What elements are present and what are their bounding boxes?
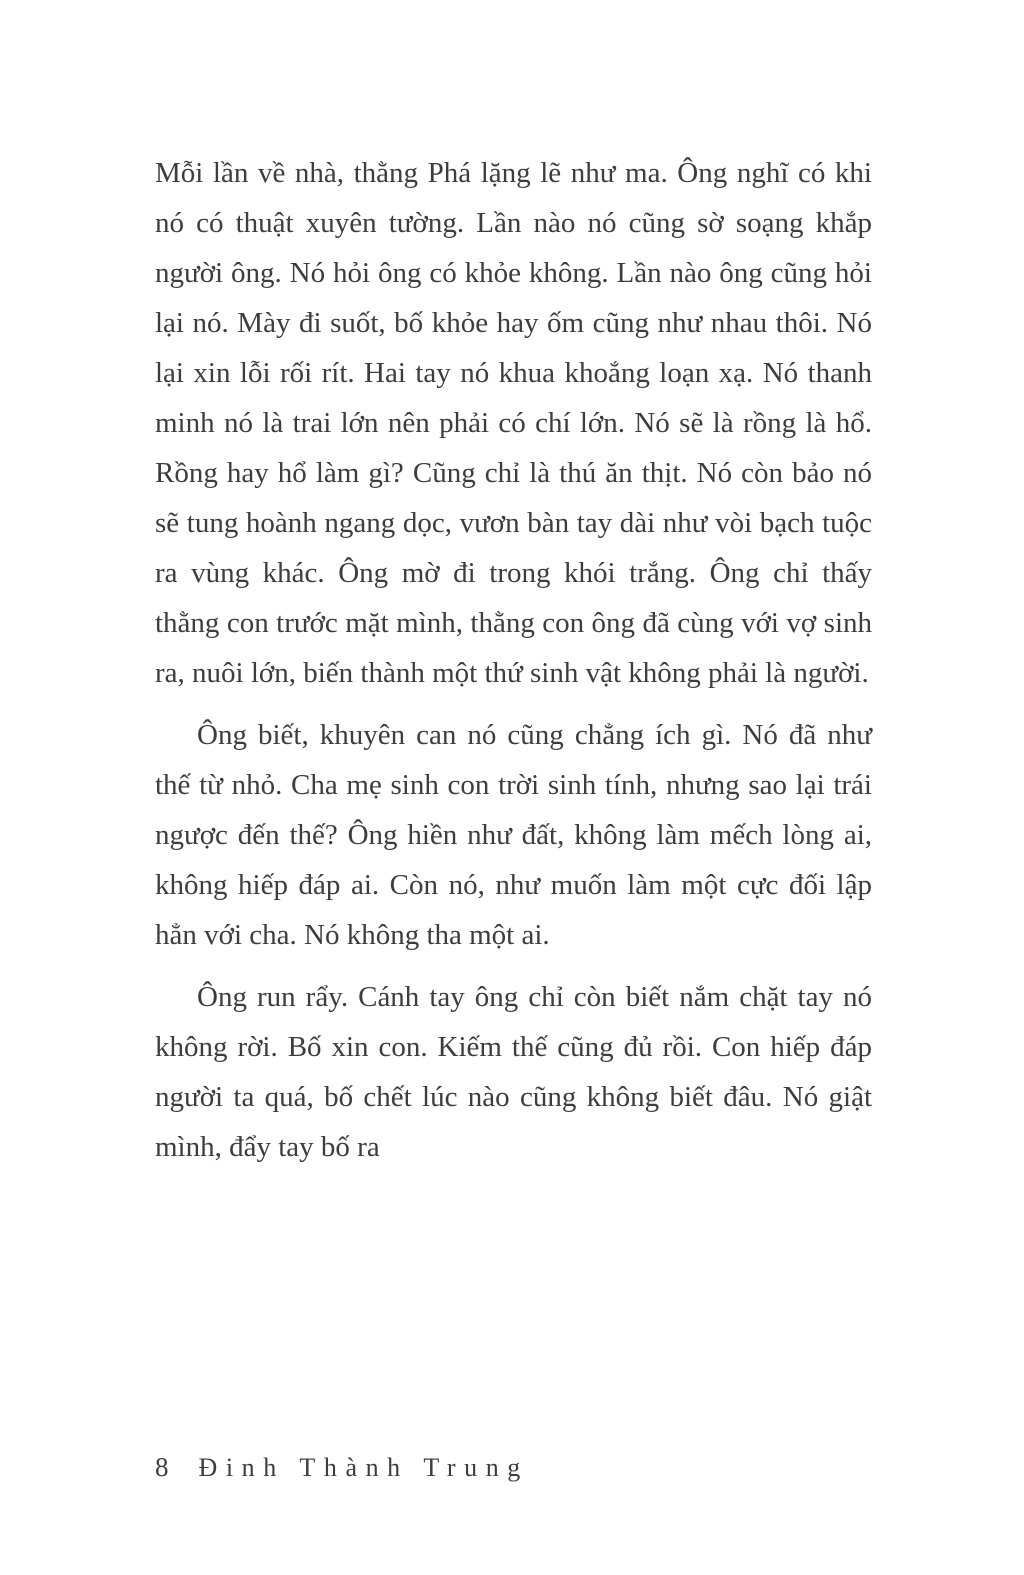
- page-number: 8: [155, 1452, 169, 1482]
- paragraph: Ông biết, khuyên can nó cũng chẳng ích gì. Nó đã như thế từ nhỏ. Cha mẹ sinh con trời sinh tính, nhưng sao lại trái ngược đến thế? Ông hiền như đất, không làm mếch lòng ai, không hiếp đáp ai. Còn nó, như muốn làm một cực đối lập hẳn với cha. Nó không tha một ai.: [155, 719, 872, 951]
- paragraph: Mỗi lần về nhà, thằng Phá lặng lẽ như ma. Ông nghĩ có khi nó có thuật xuyên tường. Lần nào nó cũng sờ soạng khắp người ông. Nó hỏi ông có khỏe không. Lần nào ông cũng hỏi lại nó. Mày đi suốt, bố khỏe hay ốm cũng như nhau thôi. Nó lại xin lỗi rối rít. Hai tay nó khua khoắng loạn xạ. Nó thanh minh nó là trai lớn nên phải có chí lớn. Nó sẽ là rồng là hổ. Rồng hay hổ làm gì? Cũng chỉ là thú ăn thịt. Nó còn bảo nó sẽ tung hoành ngang dọc, vươn bàn tay dài như vòi bạch tuộc ra vùng khác. Ông mờ đi trong khói trắng. Ông chỉ thấy thằng con trước mặt mình, thằng con ông đã cùng với vợ sinh ra, nuôi lớn, biến thành một thứ sinh vật không phải là người.: [155, 157, 872, 689]
- page-footer: [155, 1452, 529, 1483]
- author-name: Đinh Thành Trung: [198, 1453, 529, 1482]
- paragraph: Ông run rẩy. Cánh tay ông chỉ còn biết nắm chặt tay nó không rời. Bố xin con. Kiếm thế cũng đủ rồi. Con hiếp đáp người ta quá, bố chết lúc nào cũng không biết đâu. Nó giật mình, đẩy tay bố ra: [155, 981, 872, 1163]
- page-text: [155, 148, 872, 1172]
